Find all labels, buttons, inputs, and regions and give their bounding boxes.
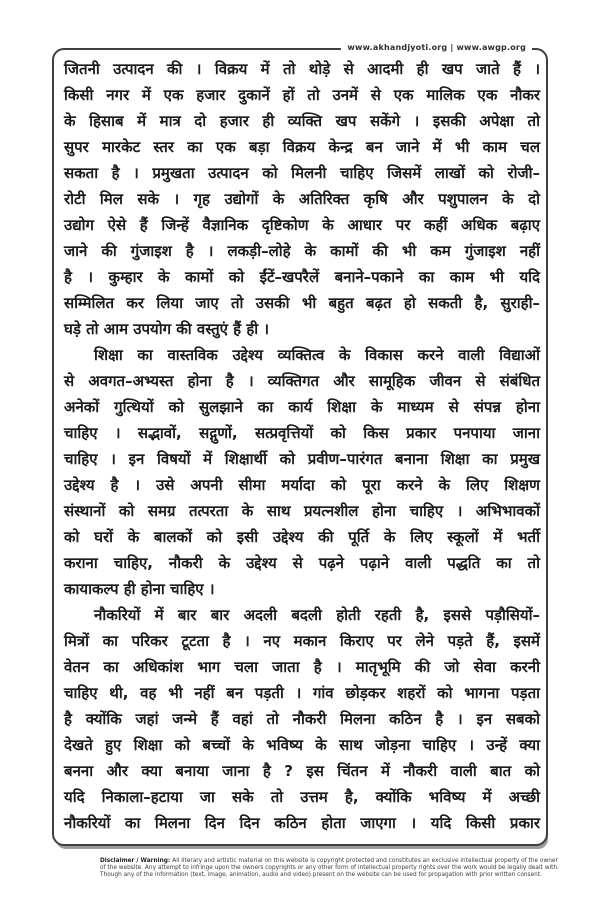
text-line: रोटी मिल सके । गृह उद्योगों के अतिरिक्त कृषि और पशुपालन के दो <box>64 190 540 208</box>
text-line: चाहिए । इन विषयों में शिक्षार्थी को प्रवीण–पारंगत बनाना शिक्षा का प्रमुख <box>64 450 540 468</box>
text-line: घड़े तो आम उपयोग की वस्तुएं हैं ही । <box>64 320 270 338</box>
text-line: संस्थानों को समग्र तत्परता के साथ प्रयत्नशील होना चाहिए । अभिभावकों <box>64 502 540 520</box>
text-line: कराना चाहिए, नौकरी के उद्देश्य से पढ़ने पढ़ाने वाली पद्धति का तो <box>64 554 540 572</box>
text-line: नौकरियों का मिलना दिन दिन कठिन होता जाएगा । यदि किसी प्रकार <box>64 814 540 832</box>
text-line: किसी नगर में एक हजार दुकानें हों तो उनमें से एक मालिक एक नौकर <box>64 86 540 104</box>
footer-disclaimer <box>100 858 559 880</box>
text-line: उद्योग ऐसे हैं जिन्हें वैज्ञानिक दृष्टिकोण के आधार पर कहीं अधिक बढ़ाए <box>64 216 540 234</box>
text-line: है क्योंकि जहां जन्मे हैं वहां तो नौकरी मिलना कठिन है । इन सबको <box>64 710 540 728</box>
disclaimer-line: of the website. Any attempt to infringe upon the owners copyrights or any other form of intellectual property rights over the work would be legally dealt with. <box>100 865 559 872</box>
text-line: कायाकल्प ही होना चाहिए । <box>64 580 215 598</box>
text-line: मित्रों का परिकर टूटता है । नए मकान किराए पर लेने पड़ते हैं, इसमें <box>64 632 540 650</box>
text-line: वेतन का अधिकांश भाग चला जाता है । मातृभूमि की जो सेवा करनी <box>64 658 540 676</box>
text-line: उद्देश्य है । उसे अपनी सीमा मर्यादा को पूरा करने के लिए शिक्षण <box>64 476 540 494</box>
text-line: बनना और क्या बनाया जाना है ? इस चिंतन में नौकरी वाली बात को <box>64 762 540 780</box>
text-line: को घरों के बालकों को इसी उद्देश्य की पूर्ति के लिए स्कूलों में भर्ती <box>64 528 540 546</box>
text-line: यदि निकाला–हटाया जा सके तो उत्तम है, क्योंकि भविष्य में अच्छी <box>64 788 540 806</box>
text-line: के हिसाब में मात्र दो हजार ही व्यक्ति खप सकेंगे । इसकी अपेक्षा तो <box>64 112 540 130</box>
text-line: सम्मिलित कर लिया जाए तो उसकी भी बहुत बढ़त हो सकती है, सुराही– <box>64 294 540 312</box>
text-line: चाहिए । सद्भावों, सद्गुणों, सत्प्रवृत्तियों को किस प्रकार पनपाया जाना <box>64 424 540 442</box>
text-line: है । कुम्हार के कामों को ईंटें–खपरैलें बनाने–पकाने का काम भी यदि <box>64 268 540 286</box>
text-line: देखते हुए शिक्षा को बच्चों के भविष्य के साथ जोड़ना चाहिए । उन्हें क्या <box>64 736 540 754</box>
website-urls-label: www.akhandjyoti.org | www.awgp.org <box>341 43 532 52</box>
text-line: शिक्षा का वास्तविक उद्देश्य व्यक्तित्व के विकास करने वाली विद्याओं <box>94 346 540 364</box>
disclaimer-bold-label: Disclaimer / Warning: <box>100 858 173 864</box>
content-border-box <box>52 43 548 846</box>
text-line: से अवगत–अभ्यस्त होना है । व्यक्तिगत और सामूहिक जीवन से संबंधित <box>64 372 540 390</box>
text-line: सकता है । प्रमुखता उत्पादन को मिलनी चाहिए जिसमें लाखों को रोजी– <box>64 164 540 182</box>
text-line: चाहिए थी, वह भी नहीं बन पड़ती । गांव छोड़कर शहरों को भागना पड़ता <box>64 684 540 702</box>
page-text <box>64 56 540 836</box>
text-line: जाने की गुंजाइश है । लकड़ी–लोहे के कामों की भी कम गुंजाइश नहीं <box>64 242 540 260</box>
text-line: सुपर मारकेट स्तर का एक बड़ा विक्रय केन्द्र बन जाने में भी काम चल <box>64 138 540 156</box>
text-line: नौकरियों में बार बार अदली बदली होती रहती है, इससे पड़ौसियों– <box>94 606 540 624</box>
disclaimer-line: Though any of the information (text, image, animation, audio and video) present on the website can be used for propagation with prior written consent. <box>100 872 542 879</box>
text-line: अनेकों गुत्थियों को सुलझाने का कार्य शिक्षा के माध्यम से संपन्न होना <box>64 398 540 416</box>
text-line: जितनी उत्पादन की । विक्रय में तो थोड़े से आदमी ही खप जाते हैं । <box>64 60 540 78</box>
disclaimer-line: Disclaimer / Warning: All literary and artistic material on this website is copyright protected and constitutes an exclusive intellectual property of the owner <box>100 858 558 864</box>
